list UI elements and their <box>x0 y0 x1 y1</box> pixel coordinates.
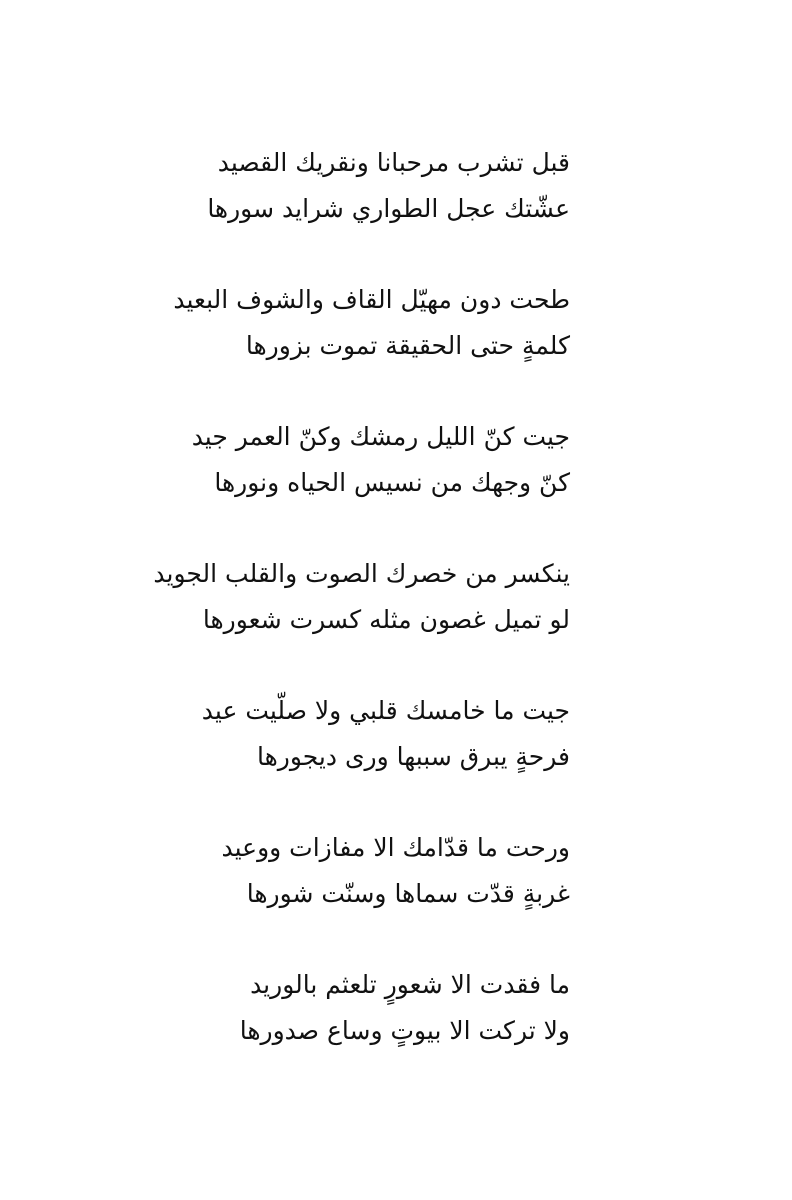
stanza-1 <box>190 140 570 277</box>
stanza-6 <box>190 825 570 962</box>
verse-line: جيت كنّ الليل رمشك وكنّ العمر جيد <box>191 422 570 451</box>
verse-line: ينكسر من خصرك الصوت والقلب الجويد <box>153 559 570 588</box>
verse-line: لو تميل غصون مثله كسرت شعورها <box>202 605 570 634</box>
stanza-2 <box>173 277 570 414</box>
verse-line: جيت ما خامسك قلبي ولا صلّيت عيد <box>201 696 570 725</box>
verse-line: ورحت ما قدّامك الا مفازات ووعيد <box>221 833 570 862</box>
stanza-5 <box>190 688 570 825</box>
verse-line: قبل تشرب مرحبانا ونقريك القصيد <box>217 148 570 177</box>
verse-line: فرحةٍ يبرق سببها ورى ديجورها <box>257 742 570 771</box>
verse-line: كلمةٍ حتى الحقيقة تموت بزورها <box>245 331 570 360</box>
verse-line: عشّتك عجل الطواري شرايد سورها <box>207 194 570 223</box>
verse-line: ولا تركت الا بيوتٍ وساع صدورها <box>239 1016 570 1045</box>
stanza-3 <box>190 414 570 551</box>
poem <box>153 140 570 1099</box>
stanza-7 <box>190 962 570 1099</box>
verse-line: غربةٍ قدّت سماها وسنّت شورها <box>246 879 570 908</box>
verse-line: كنّ وجهك من نسيس الحياه ونورها <box>214 468 570 497</box>
stanza-4 <box>153 551 570 688</box>
verse-line: طحت دون مهيّل القاف والشوف البعيد <box>173 285 570 314</box>
verse-line: ما فقدت الا شعورٍ تلعثم بالوريد <box>250 970 570 999</box>
